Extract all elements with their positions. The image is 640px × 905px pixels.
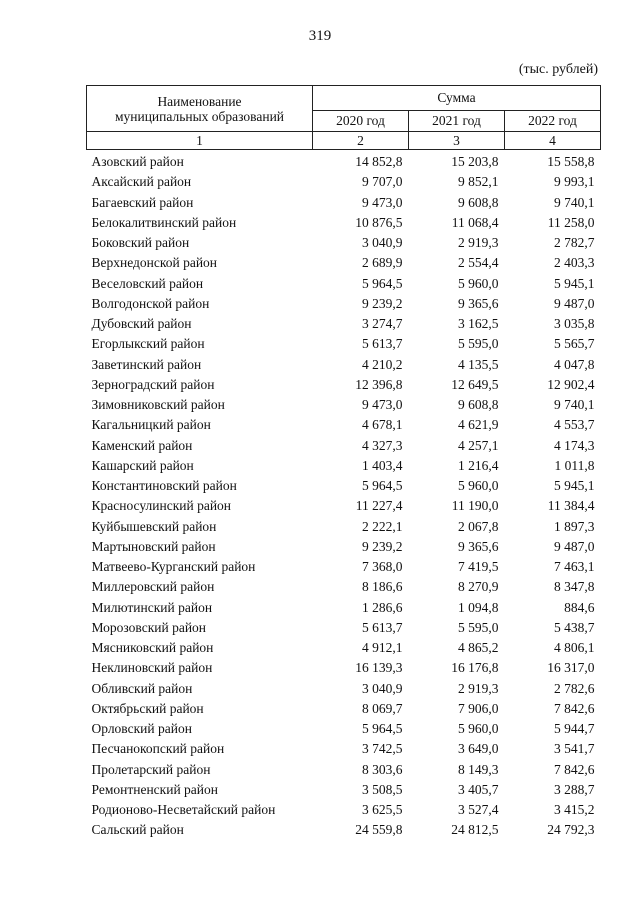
value-2021: 4 135,5 <box>458 356 499 372</box>
table-row <box>87 355 601 375</box>
value-2022: 9 740,1 <box>554 194 595 210</box>
value-2022: 11 384,4 <box>547 498 595 514</box>
municipality-name: Волгодонской район <box>91 295 210 311</box>
value-2021: 2 067,8 <box>458 518 499 534</box>
value-2022: 9 487,0 <box>554 538 595 554</box>
value-2020: 14 852,8 <box>355 154 403 170</box>
value-2020: 11 227,4 <box>355 498 403 514</box>
municipality-name: Пролетарский район <box>91 761 211 777</box>
municipality-name: Кашарский район <box>91 457 194 473</box>
municipality-name: Песчанокопский район <box>91 741 225 757</box>
value-2021: 4 257,1 <box>458 437 499 453</box>
municipality-name: Мартыновский район <box>91 538 216 554</box>
municipality-name: Мясниковский район <box>91 640 214 656</box>
municipality-name: Белокалитвинский район <box>91 214 237 230</box>
municipality-name: Неклиновский район <box>91 660 213 676</box>
value-2021: 5 595,0 <box>458 336 499 352</box>
value-2020: 4 327,3 <box>362 437 403 453</box>
municipality-name: Обливский район <box>91 680 193 696</box>
value-2022: 15 558,8 <box>547 154 595 170</box>
table-row <box>87 699 601 719</box>
table-row <box>87 638 601 658</box>
value-2022: 2 782,7 <box>554 235 595 251</box>
table-row <box>87 253 601 273</box>
table-row <box>87 193 601 213</box>
municipality-name: Каменский район <box>91 437 193 453</box>
value-2021: 2 919,3 <box>458 680 499 696</box>
municipality-name: Кагальницкий район <box>91 417 211 433</box>
value-2020: 2 222,1 <box>362 518 403 534</box>
value-2022: 4 553,7 <box>554 417 595 433</box>
value-2021: 5 960,0 <box>458 275 499 291</box>
value-2022: 7 842,6 <box>554 761 595 777</box>
column-number-4: 4 <box>505 132 601 150</box>
table-row <box>87 517 601 537</box>
value-2020: 10 876,5 <box>355 214 403 230</box>
value-2020: 3 742,5 <box>362 741 403 757</box>
value-2021: 5 960,0 <box>458 478 499 494</box>
value-2022: 7 842,6 <box>554 700 595 716</box>
value-2022: 4 047,8 <box>554 356 595 372</box>
municipality-name: Морозовский район <box>91 619 207 635</box>
municipality-name: Егорлыкский район <box>91 336 205 352</box>
value-2021: 9 365,6 <box>458 538 499 554</box>
value-2021: 3 405,7 <box>458 781 499 797</box>
value-2021: 11 190,0 <box>451 498 499 514</box>
value-2021: 2 554,4 <box>458 255 499 271</box>
value-2021: 8 270,9 <box>458 579 499 595</box>
municipality-name: Ремонтненский район <box>91 781 218 797</box>
value-2021: 3 649,0 <box>458 741 499 757</box>
table-row <box>87 334 601 354</box>
table-row <box>87 476 601 496</box>
value-2020: 8 303,6 <box>362 761 403 777</box>
table-row <box>87 274 601 294</box>
table-row <box>87 415 601 435</box>
municipality-name: Милютинский район <box>91 599 213 615</box>
value-2021: 24 812,5 <box>451 822 499 838</box>
table-row <box>87 598 601 618</box>
municipality-name: Родионово-Несветайский район <box>91 802 276 818</box>
value-2020: 16 139,3 <box>355 660 403 676</box>
municipality-name: Дубовский район <box>91 316 192 332</box>
value-2022: 5 945,1 <box>554 275 595 291</box>
municipality-name: Багаевский район <box>91 194 194 210</box>
value-2022: 2 403,3 <box>554 255 595 271</box>
municipality-name: Куйбышевский район <box>91 518 217 534</box>
municipality-name: Красносулинский район <box>91 498 232 514</box>
table-row <box>87 719 601 739</box>
value-2021: 8 149,3 <box>458 761 499 777</box>
value-2020: 5 964,5 <box>362 275 403 291</box>
table-row <box>87 496 601 516</box>
units-note: (тыс. рублей) <box>518 62 598 77</box>
value-2022: 7 463,1 <box>554 559 595 575</box>
value-2022: 1 897,3 <box>554 518 595 534</box>
table-row <box>87 456 601 476</box>
municipality-name: Боковский район <box>91 235 190 251</box>
value-2020: 8 069,7 <box>362 700 403 716</box>
value-2021: 7 906,0 <box>458 700 499 716</box>
page-number: 319 <box>308 28 332 44</box>
value-2022: 16 317,0 <box>547 660 595 676</box>
value-2020: 8 186,6 <box>362 579 403 595</box>
table-row <box>87 760 601 780</box>
value-2020: 5 613,7 <box>362 619 403 635</box>
value-2022: 1 011,8 <box>554 457 595 473</box>
municipality-name: Веселовский район <box>91 275 204 291</box>
table-row <box>87 557 601 577</box>
value-2021: 2 919,3 <box>458 235 499 251</box>
value-2021: 3 162,5 <box>458 316 499 332</box>
value-2020: 7 368,0 <box>362 559 403 575</box>
table-body <box>87 150 601 841</box>
year-2021-header: 2021 год <box>409 111 505 132</box>
value-2020: 5 964,5 <box>362 721 403 737</box>
value-2021: 11 068,4 <box>451 214 499 230</box>
table-header <box>87 86 601 150</box>
value-2020: 9 473,0 <box>362 397 403 413</box>
value-2022: 4 806,1 <box>554 640 595 656</box>
municipality-name: Матвеево-Курганский район <box>91 559 256 575</box>
municipality-name: Октябрьский район <box>91 700 204 716</box>
value-2022: 5 944,7 <box>554 721 595 737</box>
value-2022: 5 438,7 <box>554 619 595 635</box>
value-2020: 3 040,9 <box>362 680 403 696</box>
table-row <box>87 537 601 557</box>
value-2022: 3 035,8 <box>554 316 595 332</box>
value-2021: 1 094,8 <box>458 599 499 615</box>
year-2020-header: 2020 год <box>313 111 409 132</box>
value-2020: 4 912,1 <box>362 640 403 656</box>
table-row <box>87 658 601 678</box>
value-2021: 4 865,2 <box>458 640 499 656</box>
value-2022: 9 740,1 <box>554 397 595 413</box>
value-2020: 1 403,4 <box>362 457 403 473</box>
value-2022: 2 782,6 <box>554 680 595 696</box>
value-2021: 9 608,8 <box>458 194 499 210</box>
value-2022: 4 174,3 <box>554 437 595 453</box>
value-2022: 3 541,7 <box>554 741 595 757</box>
value-2021: 4 621,9 <box>458 417 499 433</box>
table-row <box>87 172 601 192</box>
table-row <box>87 314 601 334</box>
value-2021: 5 960,0 <box>458 721 499 737</box>
column-number-1: 1 <box>87 132 313 150</box>
table-row <box>87 233 601 253</box>
value-2022: 8 347,8 <box>554 579 595 595</box>
table-row <box>87 294 601 314</box>
table-row <box>87 780 601 800</box>
table-row <box>87 395 601 415</box>
value-2022: 9 487,0 <box>554 295 595 311</box>
value-2020: 5 613,7 <box>362 336 403 352</box>
value-2022: 3 288,7 <box>554 781 595 797</box>
municipality-name: Аксайский район <box>91 174 192 190</box>
municipality-name: Зерноградский район <box>91 376 215 392</box>
municipality-name: Зимовниковский район <box>91 397 225 413</box>
value-2022: 3 415,2 <box>554 802 595 818</box>
header-name-line1: Наименование <box>157 93 242 109</box>
value-2020: 3 274,7 <box>362 316 403 332</box>
value-2020: 9 239,2 <box>362 295 403 311</box>
column-number-3: 3 <box>409 132 505 150</box>
table-row <box>87 150 601 173</box>
municipality-name: Миллеровский район <box>91 579 215 595</box>
value-2021: 7 419,5 <box>458 559 499 575</box>
value-2022: 24 792,3 <box>547 822 595 838</box>
table-row <box>87 679 601 699</box>
table-row <box>87 375 601 395</box>
value-2021: 1 216,4 <box>458 457 499 473</box>
value-2020: 24 559,8 <box>355 822 403 838</box>
value-2020: 2 689,9 <box>362 255 403 271</box>
value-2022: 12 902,4 <box>547 376 595 392</box>
municipality-name: Константиновский район <box>91 478 237 494</box>
value-2022: 5 565,7 <box>554 336 595 352</box>
value-2022: 11 258,0 <box>547 214 595 230</box>
value-2022: 9 993,1 <box>554 174 595 190</box>
year-2022-header: 2022 год <box>505 111 601 132</box>
value-2021: 12 649,5 <box>451 376 499 392</box>
column-number-2: 2 <box>313 132 409 150</box>
value-2021: 9 365,6 <box>458 295 499 311</box>
value-2021: 9 852,1 <box>458 174 499 190</box>
municipality-name: Орловский район <box>91 721 192 737</box>
municipality-column-header <box>87 86 313 132</box>
municipality-name: Сальский район <box>91 822 184 838</box>
table-row <box>87 436 601 456</box>
value-2022: 884,6 <box>564 599 595 615</box>
value-2021: 5 595,0 <box>458 619 499 635</box>
value-2020: 4 210,2 <box>362 356 403 372</box>
value-2020: 1 286,6 <box>362 599 403 615</box>
value-2021: 15 203,8 <box>451 154 499 170</box>
municipality-name: Заветинский район <box>91 356 202 372</box>
value-2022: 5 945,1 <box>554 478 595 494</box>
value-2020: 4 678,1 <box>362 417 403 433</box>
municipality-name: Верхнедонской район <box>91 255 218 271</box>
budget-table <box>86 85 601 841</box>
value-2020: 9 473,0 <box>362 194 403 210</box>
value-2020: 5 964,5 <box>362 478 403 494</box>
table-row <box>87 800 601 820</box>
value-2020: 12 396,8 <box>355 376 403 392</box>
value-2021: 3 527,4 <box>458 802 499 818</box>
value-2020: 3 625,5 <box>362 802 403 818</box>
value-2020: 3 040,9 <box>362 235 403 251</box>
value-2020: 9 707,0 <box>362 174 403 190</box>
table-row <box>87 739 601 759</box>
table-row <box>87 213 601 233</box>
value-2020: 9 239,2 <box>362 538 403 554</box>
municipality-name: Азовский район <box>91 154 184 170</box>
table-row <box>87 577 601 597</box>
value-2020: 3 508,5 <box>362 781 403 797</box>
value-2021: 16 176,8 <box>451 660 499 676</box>
sum-column-header: Сумма <box>313 86 601 111</box>
table-row <box>87 820 601 840</box>
value-2021: 9 608,8 <box>458 397 499 413</box>
table-row <box>87 618 601 638</box>
header-name-line2: муниципальных образований <box>114 108 285 124</box>
